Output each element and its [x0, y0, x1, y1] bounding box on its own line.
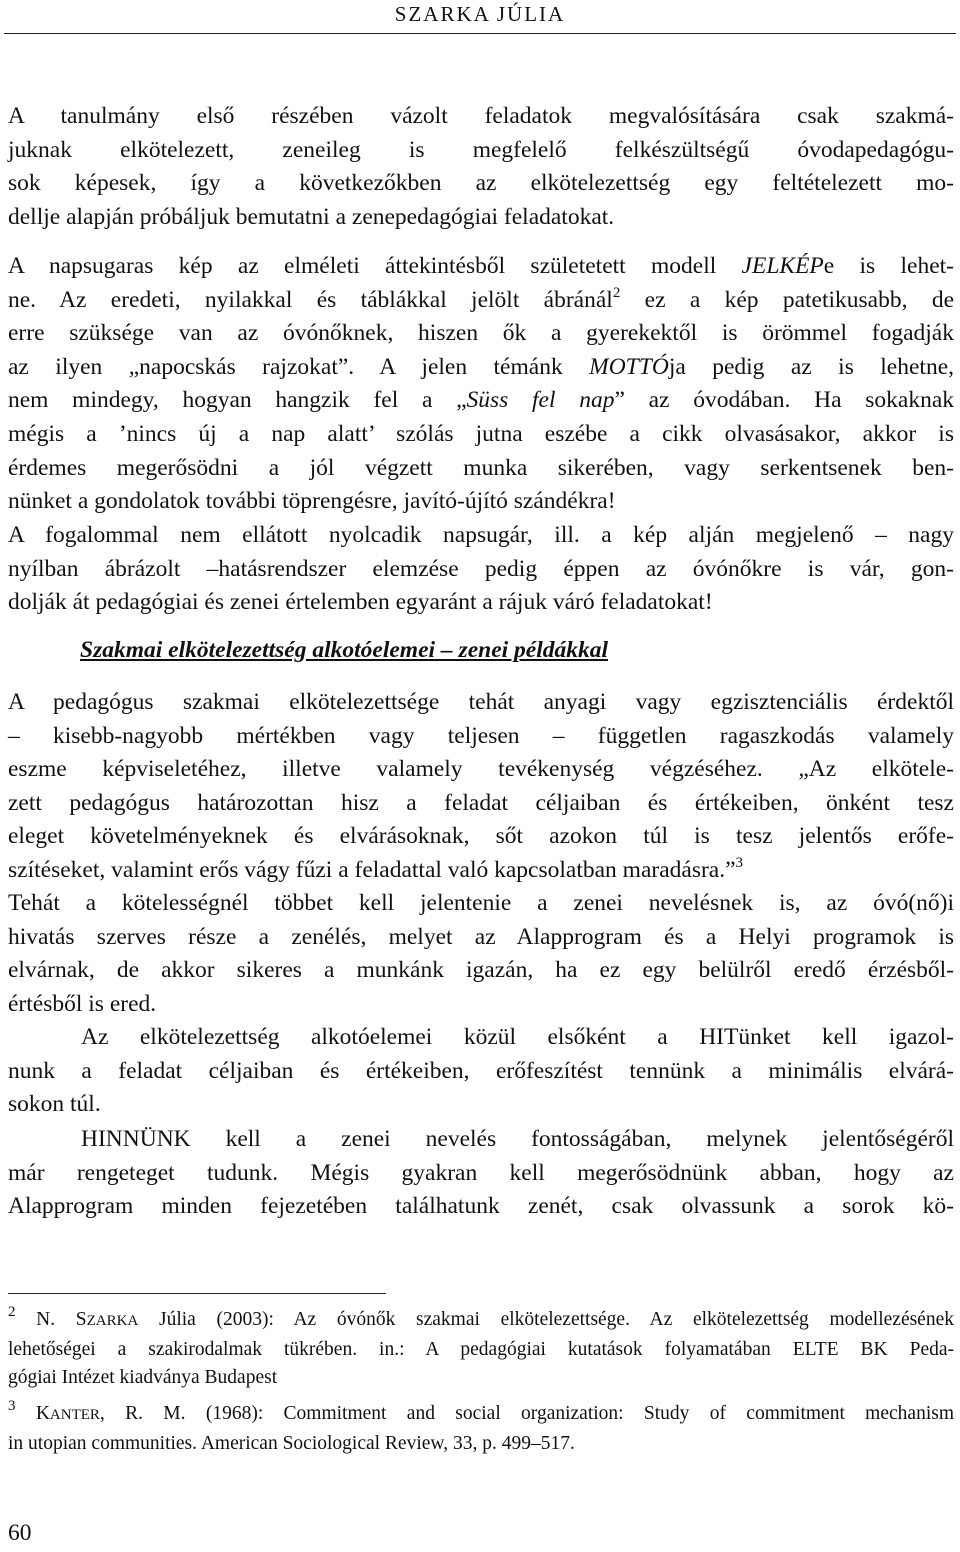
text-line: A pedagógus szakmai elkötelezettsége tehát anyagi vagy egzisztenciális érdektől	[8, 689, 954, 715]
text-line: A tanulmány első részében vázolt feladatok megvalósítására csak szakmá-	[8, 103, 954, 129]
paragraph-7	[8, 1123, 954, 1224]
text-line: eleget követelményeknek és elvárásoknak, sőt azokon túl is tesz jelentős erőfe-	[8, 823, 954, 850]
text-line: Az elkötelezettség alkotóelemei közül elsőként a HITünket kell igazol-	[81, 1024, 954, 1050]
paragraph-1	[8, 100, 954, 234]
text-line: – kisebb-nagyobb mértékben vagy teljesen – független ragaszkodás valamely	[8, 722, 954, 749]
text-line: gógiai Intézet kiadványa Budapest	[8, 1367, 278, 1388]
text-line: dellje alapján próbáljuk bemutatni a zenepedagógiai feladatokat.	[8, 203, 615, 230]
text-line: sok képesek, így a következőkben az elkötelezettség egy feltételezett mo-	[8, 170, 954, 197]
text-line: eszme képviseletéhez, illetve valamely tevékenység végzéséhez. „Az elkötele-	[8, 756, 954, 783]
text-line: dolják át pedagógiai és zenei értelemben egyaránt a rájuk váró feladatokat!	[8, 589, 713, 616]
section-heading: Szakmai elkötelezettség alkotóelemei – zenei példákkal	[80, 637, 609, 663]
text-line: lehetőségei a szakirodalmak tükrében. in.: A pedagógiai kutatások folyamatában ELTE BK Peda-	[8, 1338, 954, 1360]
text-line: Tehát a kötelességnél többet kell jelentenie a zenei nevelésnek is, az óvó(nő)i	[8, 890, 954, 916]
text-line: nunk a feladat céljaiban és értékeiben, erőfeszítést tennünk a minimális elvárá-	[8, 1057, 954, 1084]
paragraph-3	[8, 519, 954, 620]
text-line: nyílban ábrázolt –hatásrendszer elemzése pedig éppen az óvónőkre is vár, gon-	[8, 555, 954, 582]
text-line: szítéseket, valamint erős vágy fűzi a feladattal való kapcsolatban maradásra.”$^3$	[8, 854, 744, 883]
footnote-3	[8, 1400, 954, 1458]
text-line: juknak elkötelezett, zeneileg is megfelelő felkészültségű óvodapedagógu-	[8, 136, 954, 163]
paragraph-4	[8, 686, 954, 888]
text-line: már rengeteget tudunk. Mégis gyakran kell megerősödnünk abban, hogy az	[8, 1159, 954, 1186]
paragraph-5	[8, 887, 954, 1021]
text-line: értésből is ered.	[8, 990, 157, 1017]
text-line: zett pedagógus határozottan hisz a feladat céljaiban és értékeiben, önként tesz	[8, 789, 954, 816]
text-line: nünket a gondolatok további töprengésre, javító-újító szándékra!	[8, 488, 616, 515]
text-line: Alapprogram minden fejezetében találhatunk zenét, csak olvassunk a sorok kö-	[8, 1193, 954, 1220]
footnote-2	[8, 1306, 954, 1393]
text-line: in utopian communities. American Sociological Review, 33, p. 499–517.	[8, 1432, 575, 1454]
text-line: az ilyen „napocskás rajzokat”. A jelen témánk MOTTÓja pedig az is lehetne,	[8, 353, 954, 380]
text-line: A fogalommal nem ellátott nyolcadik napsugár, ill. a kép alján megjelenő – nagy	[8, 522, 954, 548]
text-line: hivatás szerves része a zenélés, melyet az Alapprogram és a Helyi programok is	[8, 923, 954, 950]
footnote-ref-2: 2	[612, 284, 621, 301]
text-line: $^3$ KANTER, R. M. (1968): Commitment and social organization: Study of commitment mechanism	[8, 1398, 954, 1424]
header-rule	[4, 33, 956, 34]
text-line: elvárnak, de akkor sikeres a munkánk igazán, ha ez egy belülről eredő érzésből-	[8, 957, 954, 984]
text-line: sokon túl.	[8, 1091, 101, 1118]
paragraph-6	[8, 1021, 954, 1122]
text-line: A napsugaras kép az elméleti áttekintésből születetett modell JELKÉPe is lehet-	[8, 253, 954, 279]
text-line: HINNÜNK kell a zenei nevelés fontosságában, melynek jelentőségéről	[81, 1126, 954, 1152]
page-number: 60	[8, 1520, 32, 1546]
footnote-ref-3: 3	[735, 854, 744, 871]
paragraph-2	[8, 250, 954, 519]
text-line: ne. Az eredeti, nyilakkal és táblákkal jelölt ábránál$^2$ ez a kép patetikusabb, de	[8, 284, 954, 313]
running-header: SZARKA JÚLIA	[394, 2, 566, 26]
text-line: $^2$ N. SZARKA Júlia (2003): Az óvónők szakmai elkötelezettsége. Az elkötelezettség modellezésének	[8, 1304, 954, 1330]
text-line: érdemes megerősödni a jól végzett munka sikerében, vagy serkentsenek ben-	[8, 454, 954, 481]
text-line: mégis a ’nincs új a nap alatt’ szólás jutna eszébe a cikk olvasásakor, akkor is	[8, 420, 954, 447]
text-line: nem mindegy, hogyan hangzik fel a „Süss fel nap” az óvodában. Ha sokaknak	[8, 387, 955, 414]
text-line: erre szüksége van az óvónőknek, hiszen ők a gyerekektől is örömmel fogadják	[8, 320, 954, 347]
footnote-rule	[8, 1293, 386, 1294]
